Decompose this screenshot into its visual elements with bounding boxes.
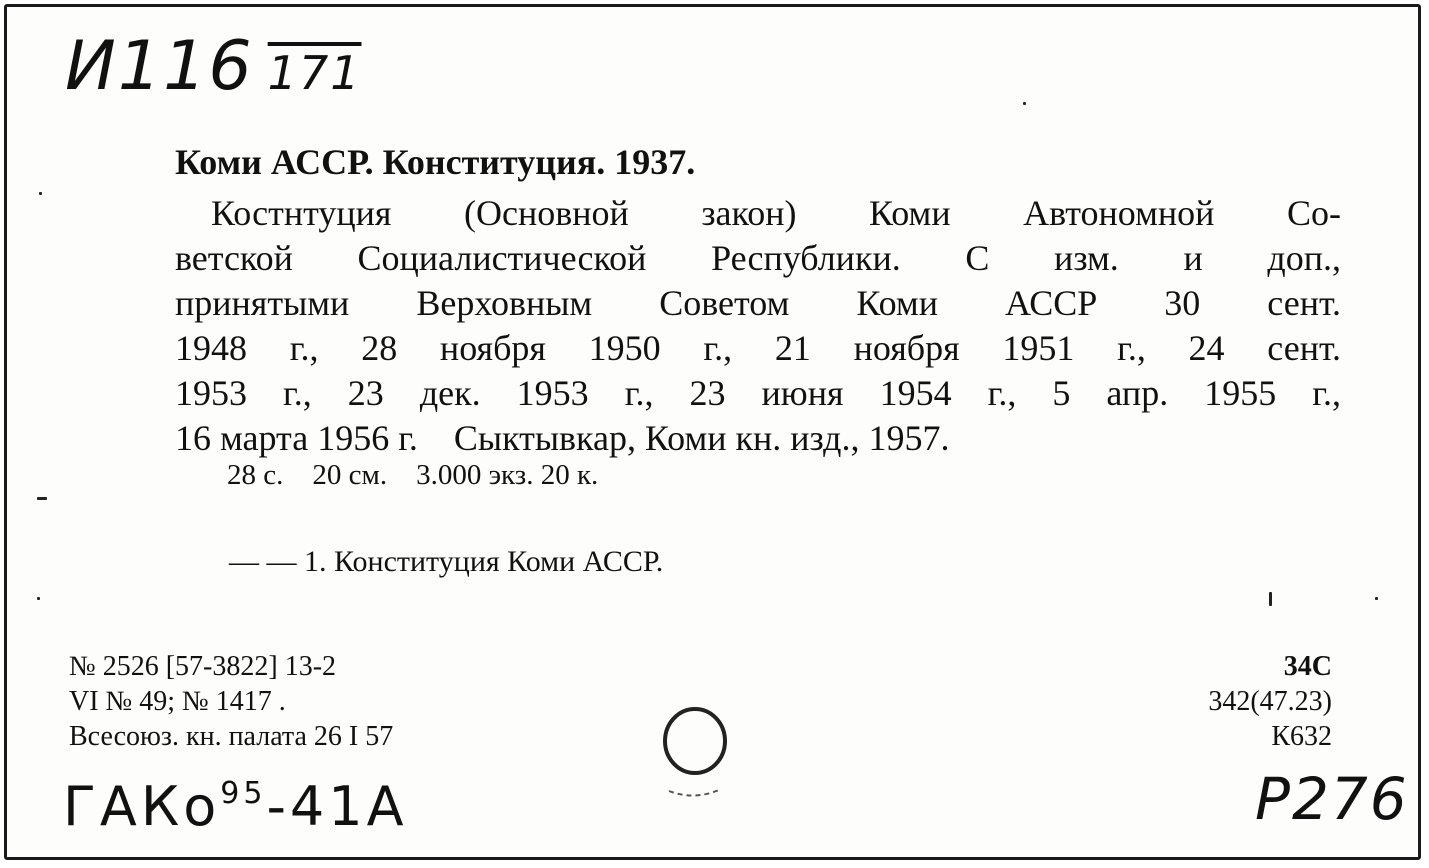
registration-line: VI № 49; № 1417 . xyxy=(69,686,286,717)
scan-speck xyxy=(37,597,40,600)
shelfmark-sub: 171 xyxy=(267,46,362,100)
registration-line: Всесоюз. кн. палата 26 I 57 xyxy=(69,721,394,752)
body-line: ветской Социалистической Республики. С изм. и доп., xyxy=(175,238,1341,278)
punch-hole-stamp xyxy=(659,707,739,817)
handwritten-page-code: Р276 xyxy=(1255,765,1409,833)
classification-line: К632 xyxy=(1271,721,1332,752)
classification-line: 34С xyxy=(1283,651,1332,682)
body-line: 1953 г., 23 дек. 1953 г., 23 июня 1954 г., 5 апр. 1955 г., xyxy=(175,373,1341,413)
archive-code-main: ГАКо xyxy=(63,775,221,838)
archive-code-sup: 95 xyxy=(220,776,267,811)
subject-tracing: — — 1. Конституция Коми АССР. xyxy=(229,545,664,578)
shelfmark-main: И116 xyxy=(65,27,254,106)
body-line: Костнтуция (Основной закон) Коми Автономной Со- xyxy=(211,193,1341,233)
handwritten-shelfmark xyxy=(65,27,361,106)
archive-code-tail: -41А xyxy=(266,775,408,838)
catalog-card xyxy=(4,4,1421,860)
classification-block xyxy=(1208,649,1332,754)
collation-line: 28 с. 20 см. 3.000 экз. 20 к. xyxy=(227,459,599,491)
registration-line: № 2526 [57-3822] 13-2 xyxy=(69,651,337,682)
scan-speck xyxy=(1269,592,1272,606)
registration-block xyxy=(69,649,393,754)
scan-speck xyxy=(1375,597,1378,600)
body-line: принятыми Верховным Советом Коми АССР 30 сент. xyxy=(175,283,1341,323)
scan-speck xyxy=(37,497,47,500)
body-line: 1948 г., 28 ноября 1950 г., 21 ноября 1951 г., 24 сент. xyxy=(175,328,1341,368)
classification-line: 342(47.23) xyxy=(1208,686,1332,717)
handwritten-archive-code xyxy=(63,775,408,838)
scan-speck xyxy=(1023,102,1026,105)
body-line: 16 марта 1956 г. Сыктывкар, Коми кн. изд., 1957. xyxy=(175,418,950,458)
scan-speck xyxy=(39,192,42,195)
card-body xyxy=(175,191,1341,461)
card-heading: Коми АССР. Конституция. 1937. xyxy=(175,142,696,182)
